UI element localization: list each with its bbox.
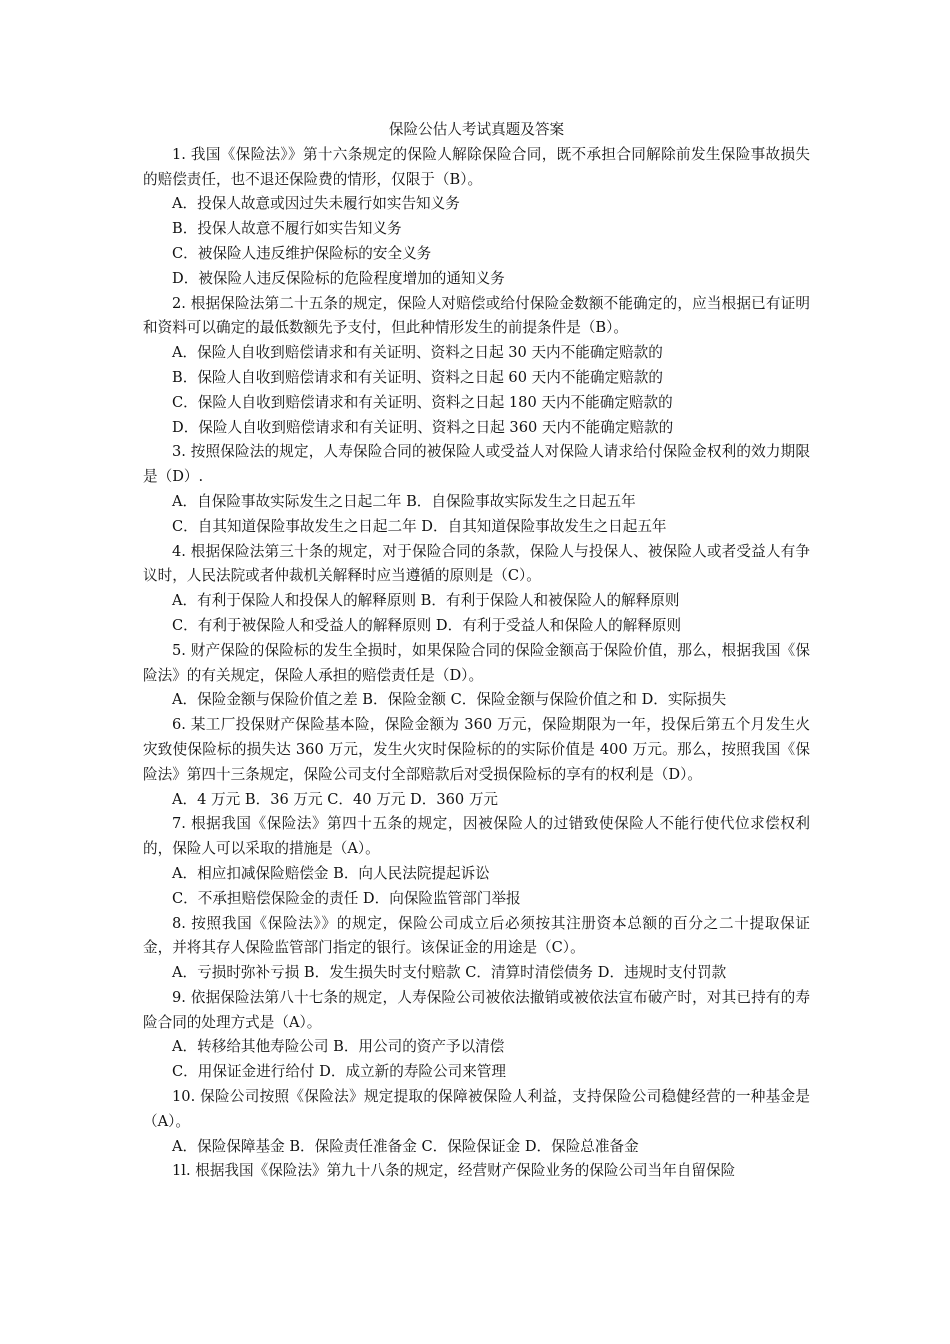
question-paragraph: 6. 某工厂投保财产保险基本险，保险金额为 360 万元，保险期限为一年，投保后第五个月发生火灾致使保险标的损失达 360 万元，发生火灾时保险标的的实际价值是 400 万元。那么，按照我国《保险法》第四十三条规定，保险公司支付全部赔款后对受损保险标的享有的权利是（D）。 [143,716,810,783]
question-paragraph: 10. 保险公司按照《保险法》规定提取的保障被保险人利益，支持保险公司稳健经营的一种基金是（A）。 [143,1088,810,1130]
answer-option: C．不承担赔偿保险金的责任 D．向保险监管部门举报 [172,889,521,907]
answer-option: A．投保人故意或因过失未履行如实告知义务 [172,195,460,213]
answer-option: A．亏损时弥补亏损 B．发生损失时支付赔款 C．清算时清偿债务 D．违规时支付罚款 [172,964,727,982]
answer-option: C．自其知道保险事故发生之日起二年 D．自其知道保险事故发生之日起五年 [172,517,667,535]
answer-option: B．投保人故意不履行如实告知义务 [172,220,402,238]
answer-option: A．自保险事故实际发生之日起二年 B．自保险事故实际发生之日起五年 [172,492,636,510]
answer-option: B．保险人自收到赔偿请求和有关证明、资料之日起 60 天内不能确定赔款的 [172,368,663,386]
answer-option: C．被保险人违反维护保险标的安全义务 [172,244,432,262]
question-paragraph: 2. 根据保险法第二十五条的规定，保险人对赔偿或给付保险金数额不能确定的，应当根据已有证明和资料可以确定的最低数额先予支付，但此种情形发生的前提条件是（B）。 [143,294,810,337]
answer-option: A．有利于保险人和投保人的解释原则 B．有利于保险人和被保险人的解释原则 [172,592,680,610]
answer-option: D．保险人自收到赔偿请求和有关证明、资料之日起 360 天内不能确定赔款的 [172,418,674,436]
answer-option: A．转移给其他寿险公司 B．用公司的资产予以清偿 [172,1038,505,1056]
question-paragraph: 4. 根据保险法第三十条的规定，对于保险合同的条款，保险人与投保人、被保险人或者受益人有争议时，人民法院或者仲裁机关解释时应当遵循的原则是（C）。 [143,542,810,585]
answer-option: D．被保险人违反保险标的危险程度增加的通知义务 [172,269,505,287]
document-body [143,143,810,1184]
answer-option: A．4 万元 B．36 万元 C．40 万元 D．360 万元 [172,790,499,808]
question-paragraph: 1. 我国《保险法》》第十六条规定的保险人解除保险合同，既不承担合同解除前发生保险事故损失的赔偿责任，也不退还保险费的情形，仅限于（B）。 [143,145,810,188]
document-title: 保险公估人考试真题及答案 [388,121,565,138]
question-paragraph: 1l. 根据我国《保险法》第九十八条的规定，经营财产保险业务的保险公司当年自留保险 [172,1162,736,1180]
answer-option: A．保险人自收到赔偿请求和有关证明、资料之日起 30 天内不能确定赔款的 [172,344,663,362]
answer-option: C．有利于被保险人和受益人的解释原则 D．有利于受益人和保险人的解释原则 [172,616,682,634]
question-paragraph: 3. 按照保险法的规定，人寿保险合同的被保险人或受益人对保险人请求给付保险金权利的效力期限是（D）. [143,443,810,486]
question-paragraph: 5. 财产保险的保险标的发生全损时，如果保险合同的保险金额高于保险价值，那么，根据我国《保险法》的有关规定，保险人承担的赔偿责任是（D）。 [143,641,810,684]
answer-option: C．保险人自收到赔偿请求和有关证明、资料之日起 180 天内不能确定赔款的 [172,393,673,411]
answer-option: C．用保证金进行给付 D．成立新的寿险公司来管理 [172,1063,506,1081]
question-paragraph: 7. 根据我国《保险法》第四十五条的规定，因被保险人的过错致使保险人不能行使代位求偿权利的，保险人可以采取的措施是（A）。 [143,815,810,858]
question-paragraph: 8. 按照我国《保险法》》的规定，保险公司成立后必须按其注册资本总额的百分之二十提取保证金，并将其存人保险监管部门指定的银行。该保证金的用途是（C）。 [143,914,810,957]
question-paragraph: 9. 依据保险法第八十七条的规定，人寿保险公司被依法撤销或被依法宣布破产时，对其已持有的寿险合同的处理方式是（A）。 [143,988,810,1031]
answer-option: A．保险金额与保险价值之差 B．保险金额 C．保险金额与保险价值之和 D．实际损失 [172,691,727,709]
answer-option: A．保险保障基金 B．保险责任准备金 C．保险保证金 D．保险总准备金 [172,1137,639,1155]
answer-option: A．相应扣减保险赔偿金 B．向人民法院提起诉讼 [172,864,490,882]
document-page [143,118,810,1184]
